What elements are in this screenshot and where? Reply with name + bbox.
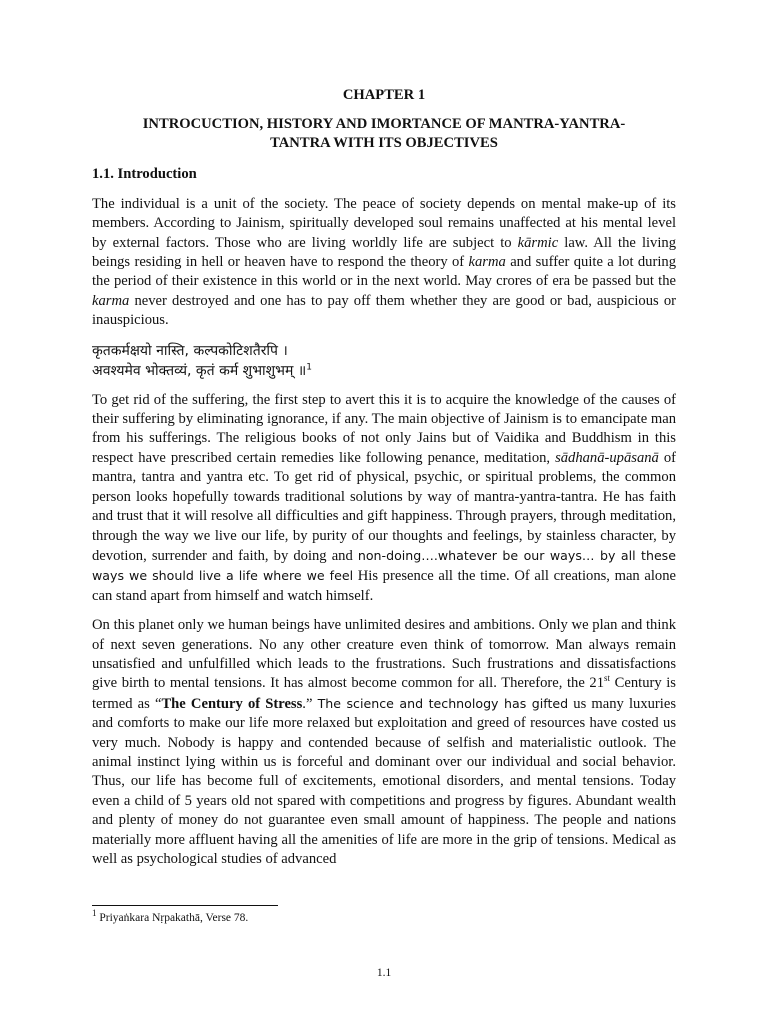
p3-text-a: On this planet only we human beings have unlimited desires and ambitions. Only we plan and think of next seven generations. No any other creature even think of tomorrow. Man always remain unsatisfied and unfulfilled which leads to the frustrations. Such frustrations and dissatisfactions give birth to mental tensions. It has almost become common for all. Therefore, the 21 — [92, 617, 676, 692]
p1-text-a: The individual is a unit of the society. The peace of society depends on mental make-up of its members. According to Jainism, spiritually developed soul remains unaffected at his mental level by external factors. Those who are living worldly life are subject to — [92, 195, 676, 251]
chapter-title-line-1: INTROCUCTION, HISTORY AND IMORTANCE OF MANTRA-YANTRA- — [142, 116, 626, 133]
verse-line-2-text: अवश्यमेव भोक्तव्यं, कृतं कर्म शुभाशुभम् ॥ — [92, 362, 307, 379]
p3-sans-run: The science and technology has gifted — [317, 695, 569, 711]
paragraph-3 — [92, 616, 676, 869]
verse-line-1: कृतकर्मक्षयो नास्ति, कल्पकोटिशतैरपि । — [92, 342, 288, 359]
paragraph-1 — [92, 195, 676, 331]
p3-text-c: .” — [302, 695, 318, 712]
p3-bold-century: The Century of Stress — [161, 695, 303, 712]
p2-italic-sadhana: sādhanā-upāsanā — [555, 449, 659, 466]
chapter-title-line-2: TANTRA WITH ITS OBJECTIVES — [270, 135, 498, 152]
page-number: 1.1 — [376, 967, 392, 979]
p2-text-a: To get rid of the suffering, the first step to avert this it is to acquire the knowledge of the causes of their suffering by eliminating ignorance, if any. The main objective of Jainism is to emancipate man from his sufferings. The religious books of not only Jains but of Vaidika and Buddhism in this respect have prescribed certain remedies like following penance, meditation, — [92, 391, 676, 466]
p3-superscript: st — [604, 673, 611, 684]
p1-text-g: never destroyed and one has to pay off them whether they are good or bad, auspicious or inauspicious. — [92, 292, 676, 329]
chapter-label: CHAPTER 1 — [342, 87, 426, 103]
p2-text-c: of mantra, tantra and yantra etc. To get rid of physical, psychic, or spiritual problems, the common person looks hopefully towards traditional solutions by way of mantra-yantra-tantra. He has faith and trust that it will resolve all difficulties and gift happiness. Through prayers, through meditation, through the way we live our life, by purity of our thoughts and feelings, by stainless character, by devotion, surrender and faith, by doing and — [92, 449, 676, 564]
document-page — [92, 86, 676, 879]
footnote-text: Priyaṅkara Nṛpakathā, Verse 78. — [96, 912, 249, 924]
footnote-number: 1 — [92, 908, 97, 919]
paragraph-2 — [92, 391, 676, 606]
chapter-title — [92, 115, 676, 153]
p1-text-e: and suffer quite a lot during the period of their existence in this world or in the next world. May crores of era be passed but the — [92, 254, 676, 290]
sanskrit-verse — [92, 341, 676, 381]
p2-text-e: His presence all the time. Of all creations, man alone can stand apart from himself and watch himself. — [92, 568, 676, 604]
footnote-divider — [92, 905, 278, 906]
p1-italic-karma-1: karma — [468, 254, 506, 271]
p3-text-b: Century is termed as “ — [92, 675, 676, 712]
p3-text-e: us many luxuries and comforts to make our life more relaxed but exploitation and greed of resources have costed us very much. Nobody is happy and contended because of selfish and materialistic outlook. The animal instinct lying within us is forceful and dominant over our individual and social behavior. Thus, our life has become full of excitements, emotional disorders, and mental tensions. Today even a child of 5 years old not spared with competitions and progress by figures. Abundant wealth and plenty of money do not guarantee even small amount of happiness. The people and nations materially more affluent having all the amenities of life are more in the grip of tensions. Medical as well as psychological studies of advanced — [92, 695, 677, 867]
p1-italic-karmic: kārmic — [517, 234, 559, 251]
p2-sans-run: non-doing….whatever be our ways… by all these ways we should live a life where we feel — [92, 547, 676, 584]
verse-line-2 — [92, 361, 676, 381]
p1-italic-karma-2: karma — [92, 292, 130, 309]
section-heading: 1.1. Introduction — [92, 166, 197, 183]
p1-text-c: law. All the living beings residing in hell or heaven have to respond the theory of — [92, 234, 677, 271]
footnote — [92, 908, 249, 924]
footnote-ref: 1 — [306, 362, 312, 372]
